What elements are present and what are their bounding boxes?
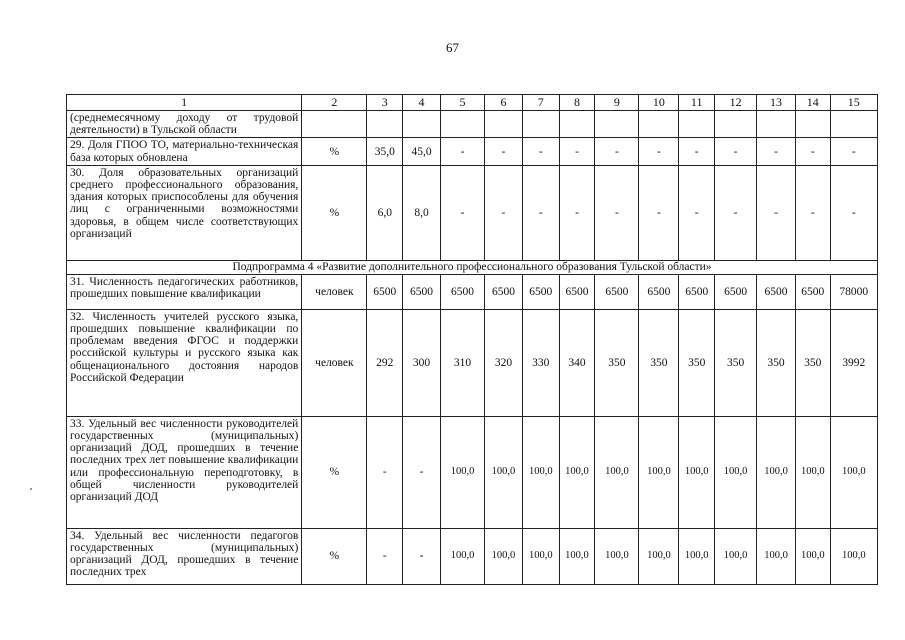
value-cell: -: [403, 416, 441, 528]
header-cell: 14: [795, 95, 830, 111]
header-cell: 1: [67, 95, 302, 111]
value-cell: [595, 111, 639, 138]
value-cell: 100,0: [830, 416, 877, 528]
indicator-name: (среднемесячному доходу от трудовой деятельности) в Тульской области: [67, 111, 302, 138]
table-row: [67, 416, 878, 528]
value-cell: [485, 111, 523, 138]
table-row: [67, 528, 878, 584]
value-cell: 350: [639, 309, 679, 416]
unit-cell: [302, 111, 367, 138]
value-cell: -: [679, 165, 715, 260]
value-cell: 6500: [403, 274, 441, 309]
value-cell: -: [639, 138, 679, 165]
unit-cell: человек: [302, 274, 367, 309]
value-cell: -: [795, 165, 830, 260]
value-cell: 6500: [522, 274, 559, 309]
value-cell: 3992: [830, 309, 877, 416]
value-cell: 310: [440, 309, 484, 416]
value-cell: 100,0: [559, 528, 595, 584]
value-cell: [440, 111, 484, 138]
value-cell: -: [715, 138, 757, 165]
value-cell: [795, 111, 830, 138]
indicator-name: 31. Численность педагогических работников, прошедших повышение квалификации: [67, 274, 302, 309]
value-cell: -: [440, 165, 484, 260]
value-cell: 100,0: [757, 528, 796, 584]
indicator-name: 30. Доля образовательных организаций среднего профессионального образования, здания которых приспособлены для обучения лиц с ограниченными возможностями здоровья, в общем числе соответствующих организаций: [67, 165, 302, 260]
value-cell: -: [715, 165, 757, 260]
header-cell: 12: [715, 95, 757, 111]
value-cell: -: [367, 416, 403, 528]
table-row: [67, 309, 878, 416]
value-cell: 6500: [679, 274, 715, 309]
value-cell: 100,0: [485, 528, 523, 584]
value-cell: -: [595, 165, 639, 260]
header-cell: 5: [440, 95, 484, 111]
value-cell: 100,0: [440, 416, 484, 528]
stray-dot: [30, 488, 32, 490]
table-row: [67, 274, 878, 309]
value-cell: -: [367, 528, 403, 584]
unit-cell: %: [302, 138, 367, 165]
value-cell: 350: [795, 309, 830, 416]
indicators-table: [66, 94, 878, 585]
value-cell: -: [559, 138, 595, 165]
value-cell: 6500: [757, 274, 796, 309]
value-cell: 100,0: [830, 528, 877, 584]
value-cell: 292: [367, 309, 403, 416]
value-cell: -: [485, 138, 523, 165]
value-cell: 350: [715, 309, 757, 416]
header-cell: 8: [559, 95, 595, 111]
value-cell: 6500: [595, 274, 639, 309]
value-cell: 300: [403, 309, 441, 416]
table-row: [67, 138, 878, 165]
value-cell: -: [830, 138, 877, 165]
value-cell: [715, 111, 757, 138]
value-cell: 6500: [559, 274, 595, 309]
unit-cell: человек: [302, 309, 367, 416]
value-cell: 100,0: [715, 416, 757, 528]
header-cell: 4: [403, 95, 441, 111]
value-cell: 320: [485, 309, 523, 416]
unit-cell: %: [302, 165, 367, 260]
value-cell: 100,0: [757, 416, 796, 528]
value-cell: 6500: [639, 274, 679, 309]
value-cell: [559, 111, 595, 138]
value-cell: 350: [595, 309, 639, 416]
value-cell: 100,0: [639, 416, 679, 528]
value-cell: -: [440, 138, 484, 165]
value-cell: 100,0: [679, 528, 715, 584]
value-cell: -: [522, 165, 559, 260]
table-row: [67, 165, 878, 260]
value-cell: 8,0: [403, 165, 441, 260]
value-cell: 100,0: [440, 528, 484, 584]
table-row: [67, 111, 878, 138]
indicator-name: 29. Доля ГПОО ТО, материально-техническая база которых обновлена: [67, 138, 302, 165]
header-cell: 6: [485, 95, 523, 111]
value-cell: 6500: [485, 274, 523, 309]
value-cell: -: [485, 165, 523, 260]
page-number: 67: [446, 40, 459, 55]
value-cell: [367, 111, 403, 138]
value-cell: 100,0: [795, 528, 830, 584]
value-cell: 35,0: [367, 138, 403, 165]
value-cell: 6,0: [367, 165, 403, 260]
value-cell: 100,0: [715, 528, 757, 584]
header-row: [67, 95, 878, 111]
value-cell: -: [830, 165, 877, 260]
section-row: [67, 260, 878, 274]
value-cell: 6500: [795, 274, 830, 309]
value-cell: -: [559, 165, 595, 260]
header-cell: 3: [367, 95, 403, 111]
value-cell: 350: [679, 309, 715, 416]
value-cell: -: [757, 165, 796, 260]
value-cell: 100,0: [522, 528, 559, 584]
header-cell: 13: [757, 95, 796, 111]
value-cell: 100,0: [795, 416, 830, 528]
value-cell: [522, 111, 559, 138]
value-cell: -: [757, 138, 796, 165]
value-cell: 100,0: [595, 416, 639, 528]
value-cell: 350: [757, 309, 796, 416]
value-cell: -: [795, 138, 830, 165]
indicator-name: 33. Удельный вес численности руководителей государственных (муниципальных) организаций ДОД, прошедших в течение последних трех лет повышение квалификации или профессиональную переподготовку, в общей численности руководителей организаций ДОД: [67, 416, 302, 528]
value-cell: 100,0: [485, 416, 523, 528]
value-cell: [757, 111, 796, 138]
indicator-name: 34. Удельный вес численности педагогов государственных (муниципальных) организаций ДОД, прошедших в течение последних трех: [67, 528, 302, 584]
value-cell: 100,0: [559, 416, 595, 528]
value-cell: 6500: [715, 274, 757, 309]
value-cell: -: [403, 528, 441, 584]
value-cell: 100,0: [595, 528, 639, 584]
value-cell: 100,0: [639, 528, 679, 584]
value-cell: 6500: [367, 274, 403, 309]
value-cell: [403, 111, 441, 138]
value-cell: 78000: [830, 274, 877, 309]
value-cell: 340: [559, 309, 595, 416]
header-cell: 10: [639, 95, 679, 111]
header-cell: 9: [595, 95, 639, 111]
header-cell: 15: [830, 95, 877, 111]
section-title: Подпрограмма 4 «Развитие дополнительного профессионального образования Тульской области»: [67, 260, 878, 274]
unit-cell: %: [302, 416, 367, 528]
value-cell: 330: [522, 309, 559, 416]
value-cell: 100,0: [522, 416, 559, 528]
value-cell: 6500: [440, 274, 484, 309]
value-cell: -: [522, 138, 559, 165]
value-cell: [830, 111, 877, 138]
unit-cell: %: [302, 528, 367, 584]
header-cell: 2: [302, 95, 367, 111]
value-cell: -: [639, 165, 679, 260]
value-cell: -: [679, 138, 715, 165]
value-cell: 45,0: [403, 138, 441, 165]
value-cell: -: [595, 138, 639, 165]
value-cell: [679, 111, 715, 138]
value-cell: 100,0: [679, 416, 715, 528]
header-cell: 11: [679, 95, 715, 111]
indicator-name: 32. Численность учителей русского языка, прошедших повышение квалификации по проблемам введения ФГОС и поддержки российской культуры и русского языка как общенационального достояния народов Российской Федерации: [67, 309, 302, 416]
header-cell: 7: [522, 95, 559, 111]
value-cell: [639, 111, 679, 138]
